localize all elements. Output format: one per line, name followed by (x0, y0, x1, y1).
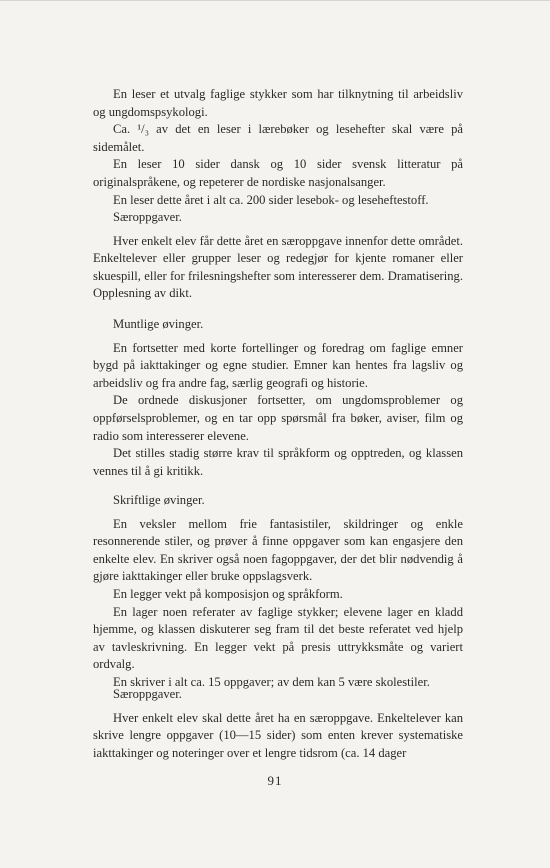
paragraph: De ordnede diskusjoner fortsetter, om ungdomsproblemer og oppførselsproblemer, og en tar opp spørsmål fra bøker, aviser, film og radio som interesserer elevene. (93, 393, 463, 443)
paragraph: Ca. ¹/₃ av det en leser i lærebøker og lesehefter skal være på sidemålet. (93, 122, 463, 154)
section-muntlige (93, 316, 463, 480)
paragraph: En leser dette året i alt ca. 200 sider lesebok- og leseheftestoff. (113, 192, 429, 207)
section-saeroppgaver-2 (93, 686, 463, 762)
paragraph: En fortsetter med korte fortellinger og foredrag om faglige emner bygd på iakttakinger og egne studier. Emner kan hentes fra lagsliv og arbeidsliv og fra andre fag, særlig geografi og historie. (93, 340, 463, 390)
page-edge (0, 0, 550, 1)
section-heading: Særoppgaver. (113, 210, 182, 224)
section-skriftlige (93, 492, 463, 692)
section-heading: Muntlige øvinger. (113, 317, 204, 331)
section-heading: Skriftlige øvinger. (113, 493, 205, 507)
section-heading: Særoppgaver. (113, 687, 182, 701)
paragraph: En leser 10 sider dansk og 10 sider svensk litteratur på originalspråkene, og repeterer de nordiske nasjonalsanger. (93, 157, 463, 189)
paragraph: Det stilles stadig større krav til språkform og opptreden, og klassen vennes til å gi kritikk. (93, 446, 463, 478)
paragraph: En skriver i alt ca. 15 oppgaver; av dem kan 5 være skolestiler. (113, 674, 430, 689)
paragraph: En lager noen referater av faglige stykker; elevene lager en kladd hjemme, og klassen diskuterer seg fram til det beste referatet ved hjelp av tavleskrivning. En legger vekt på presis uttrykksmåte og variert ordvalg. (93, 604, 463, 672)
paragraph: En leser et utvalg faglige stykker som har tilknytning til arbeidsliv og ungdomspsykologi. (93, 87, 463, 119)
section-saeroppgaver-1 (93, 209, 463, 303)
page-number: 91 (267, 773, 283, 788)
paragraph: En veksler mellom frie fantasistiler, skildringer og enkle resonnerende stiler, og prøver å finne oppgaver som kan engasjere den enkelte elev. En skriver også noen fagoppgaver, der det blir nødvendig å gjøre iakttakinger eller bruke oppslagsverk. (93, 516, 463, 584)
paragraph: Hver enkelt elev skal dette året ha en særoppgave. Enkeltelever kan skrive lengre oppgaver (10—15 sider) som enten krever systematiske iakttakinger og noteringer over et lengre tidsrom (ca. 14 dager (93, 710, 463, 760)
paragraph: Hver enkelt elev får dette året en særoppgave innenfor dette området. Enkeltelever eller grupper leser og redegjør for kjente romaner eller skuespill, eller for frilesningshefter som interesserer dem. Dramatisering. Opplesning av dikt. (93, 233, 463, 301)
section-reading (93, 86, 463, 209)
paragraph: En legger vekt på komposisjon og språkform. (113, 586, 343, 601)
